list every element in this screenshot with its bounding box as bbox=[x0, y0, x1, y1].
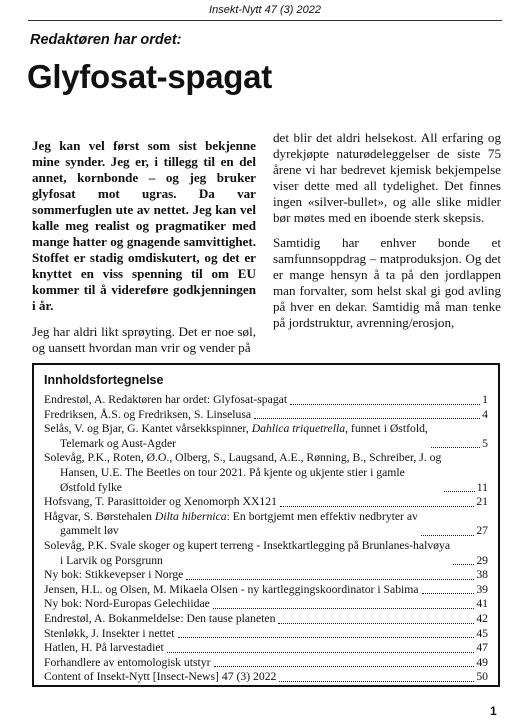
toc-entry-title: Hofsvang, T. Parasittoider og Xenomorph XX121 bbox=[44, 495, 277, 509]
table-of-contents bbox=[32, 363, 500, 687]
toc-page-number: 5 bbox=[482, 436, 488, 450]
toc-page-number: 47 bbox=[476, 641, 488, 655]
toc-entry-text bbox=[44, 568, 183, 583]
toc-entry bbox=[44, 539, 488, 568]
toc-leader-dots bbox=[213, 608, 474, 609]
toc-list bbox=[44, 393, 488, 685]
toc-entry-line bbox=[44, 451, 441, 464]
toc-entry-title: Hågvar, S. Børstehalen bbox=[44, 509, 155, 523]
toc-entry-continuation: Telemark og Aust-Agder bbox=[60, 436, 177, 450]
toc-entry bbox=[44, 641, 488, 656]
toc-entry-line bbox=[44, 641, 164, 654]
toc-entry bbox=[44, 408, 488, 423]
toc-entry-title: Solevåg, P.K., Roten, Ø.O., Olberg, S., Laugsand, A.E., Rønning, B., Schreiber, J. og bbox=[44, 451, 442, 465]
toc-leader-dots bbox=[431, 447, 480, 448]
toc-leader-dots bbox=[186, 579, 474, 580]
toc-leader-dots bbox=[422, 593, 475, 594]
toc-entry-continuation: Østfold fylke bbox=[60, 480, 122, 494]
toc-entry-text bbox=[44, 583, 419, 598]
toc-entry-continuation: gammelt løv bbox=[60, 524, 119, 538]
toc-entry bbox=[44, 393, 488, 408]
toc-entry-text bbox=[44, 510, 418, 539]
toc-leader-dots bbox=[453, 564, 474, 565]
body-paragraph: Jeg har aldri likt sprøyting. Det er noe søl, og uansett hvordan man vrir og vender på bbox=[32, 324, 256, 355]
toc-heading: Innholdsfortegnelse bbox=[44, 373, 164, 387]
toc-entry-line bbox=[44, 422, 428, 435]
toc-leader-dots bbox=[421, 535, 474, 536]
toc-entry-text bbox=[44, 670, 276, 685]
toc-entry bbox=[44, 451, 488, 495]
running-head: Insekt-Nytt 47 (3) 2022 bbox=[209, 4, 321, 16]
toc-entry-line bbox=[44, 670, 276, 683]
toc-entry bbox=[44, 495, 488, 510]
toc-entry-text bbox=[44, 627, 175, 642]
toc-leader-dots bbox=[279, 681, 474, 682]
toc-entry bbox=[44, 422, 488, 451]
body-paragraph: det blir det aldri helsekost. All erfaring og dyrekjøpte naturødeleggelser de siste 75 årene vi har bedrevet kjemisk bekjempelse viser dette med all tydelighet. Det finnes ingen «silver-bullet», og alle slike midler bør møtes med en iboende sterk skepsis. bbox=[273, 130, 501, 225]
toc-entry-title: Content of Insekt-Nytt [Insect-News] 47 (3) 2022 bbox=[44, 670, 277, 684]
lead-paragraph: Jeg kan vel først som sist bekjenne mine synder. Jeg er, i tillegg til en del annet, kornbonde – og jeg bruker glyfosat mot ugras. Da var sommerfuglen ute av nettet. Jeg kan vel kalle meg realist og pragmatiker med mange hatter og gnagende samvittighet. Stoffet er stadig omdiskutert, og det er knyttet en viss spenning til om EU kommer til å videreføre godkjenningen i år. bbox=[32, 138, 256, 313]
toc-entry-text bbox=[44, 641, 164, 656]
toc-entry bbox=[44, 510, 488, 539]
toc-entry-text bbox=[44, 539, 450, 568]
toc-entry-text bbox=[44, 612, 275, 627]
toc-entry bbox=[44, 583, 488, 598]
toc-entry-title: Endrestøl, A. Bokanmeldelse: Den tause planeten bbox=[44, 611, 276, 625]
toc-entry-line bbox=[44, 583, 419, 596]
toc-page-number: 29 bbox=[476, 553, 488, 567]
toc-entry-line bbox=[44, 627, 175, 640]
toc-entry-line bbox=[44, 612, 275, 625]
toc-leader-dots bbox=[214, 666, 475, 667]
toc-page-number: 11 bbox=[476, 480, 488, 494]
toc-entry-line bbox=[44, 393, 287, 406]
toc-entry-title: Endrestøl, A. Redaktøren har ordet: Glyfosat-spagat bbox=[44, 393, 288, 406]
header-rule bbox=[28, 20, 502, 21]
toc-leader-dots bbox=[167, 652, 475, 653]
toc-entry-title-rest: : En bortgjemt men effektiv nedbryter av bbox=[226, 509, 418, 523]
toc-page-number: 50 bbox=[476, 670, 488, 684]
toc-entry bbox=[44, 670, 488, 685]
toc-entry bbox=[44, 656, 488, 671]
toc-entry bbox=[44, 612, 488, 627]
toc-entry-title: Stenløkk, J. Insekter i nettet bbox=[44, 626, 175, 640]
toc-page-number: 1 bbox=[482, 393, 488, 406]
toc-entry-line bbox=[44, 597, 210, 610]
page-number: 1 bbox=[490, 704, 497, 718]
toc-entry-text bbox=[44, 393, 287, 408]
toc-entry-title: Jensen, H.L. og Olsen, M. Mikaela Olsen - ny kartleggingskoordinator i Sabima bbox=[44, 582, 419, 596]
toc-page-number: 21 bbox=[476, 495, 488, 509]
toc-leader-dots bbox=[280, 506, 474, 507]
toc-leader-dots bbox=[444, 491, 474, 492]
toc-page-number: 49 bbox=[476, 655, 488, 669]
toc-entry-text bbox=[44, 422, 428, 451]
toc-page-number: 4 bbox=[482, 407, 488, 421]
toc-entry-continuation: Hansen, U.E. The Beetles on tour 2021. På kjente og ukjente stier i gamle bbox=[60, 465, 405, 479]
toc-leader-dots bbox=[254, 418, 480, 419]
toc-entry-line bbox=[44, 510, 418, 523]
body-paragraph: Samtidig har enhver bonde et samfunnsoppdrag – matproduksjon. Og det er mange hensyn å ta på den jordlappen man forvalter, som helst skal gi god avling på hver en dekar. Samtidig må man tenke på jordstruktur, avrenning/erosjon, bbox=[273, 235, 501, 330]
toc-entry-continuation: i Larvik og Porsgrunn bbox=[60, 553, 163, 567]
toc-entry bbox=[44, 597, 488, 612]
toc-page-number: 39 bbox=[476, 582, 488, 596]
toc-entry-title: Ny bok: Nord-Europas Gelechiidae bbox=[44, 597, 210, 611]
toc-entry-text bbox=[44, 451, 441, 495]
toc-entry-line bbox=[44, 408, 251, 421]
toc-leader-dots bbox=[278, 623, 474, 624]
toc-page-number: 27 bbox=[476, 524, 488, 538]
toc-entry-line bbox=[44, 656, 211, 669]
left-column bbox=[32, 138, 256, 366]
toc-entry-title: Selås, V. og Bjar, G. Kantet vårsekkspinner, bbox=[44, 422, 252, 436]
toc-entry-species: Dahlica triquetrella bbox=[251, 422, 346, 436]
toc-entry-title: Ny bok: Stikkevepser i Norge bbox=[44, 568, 184, 582]
toc-entry-line bbox=[44, 495, 277, 508]
toc-entry-line bbox=[44, 539, 450, 552]
toc-entry-title: Fredriksen, Å.S. og Fredriksen, S. Linselusa bbox=[44, 407, 252, 421]
toc-page-number: 45 bbox=[476, 626, 488, 640]
toc-entry-title: Forhandlere av entomologisk utstyr bbox=[44, 655, 211, 669]
toc-page-number: 41 bbox=[476, 597, 488, 611]
toc-leader-dots bbox=[178, 637, 475, 638]
article-title: Glyfosat-spagat bbox=[27, 58, 272, 95]
toc-entry-text bbox=[44, 495, 277, 510]
section-kicker: Redaktøren har ordet: bbox=[30, 32, 182, 48]
toc-entry-title-rest: , funnet i Østfold, bbox=[345, 422, 428, 436]
toc-entry bbox=[44, 627, 488, 642]
toc-entry-title: Solevåg, P.K. Svale skoger og kupert terreng - Insektkartlegging på Brunlanes-halvøya bbox=[44, 538, 451, 552]
toc-entry-text bbox=[44, 656, 211, 671]
right-column bbox=[273, 130, 501, 341]
toc-leader-dots bbox=[290, 404, 480, 405]
toc-entry bbox=[44, 568, 488, 583]
toc-page-number: 42 bbox=[476, 611, 488, 625]
toc-entry-title: Hatlen, H. På larvestadiet bbox=[44, 641, 164, 655]
toc-entry-text bbox=[44, 597, 210, 612]
toc-entry-text bbox=[44, 408, 251, 423]
toc-page-number: 38 bbox=[476, 568, 488, 582]
toc-entry-line bbox=[44, 568, 183, 581]
toc-entry-species: Dilta hibernica bbox=[154, 509, 227, 523]
